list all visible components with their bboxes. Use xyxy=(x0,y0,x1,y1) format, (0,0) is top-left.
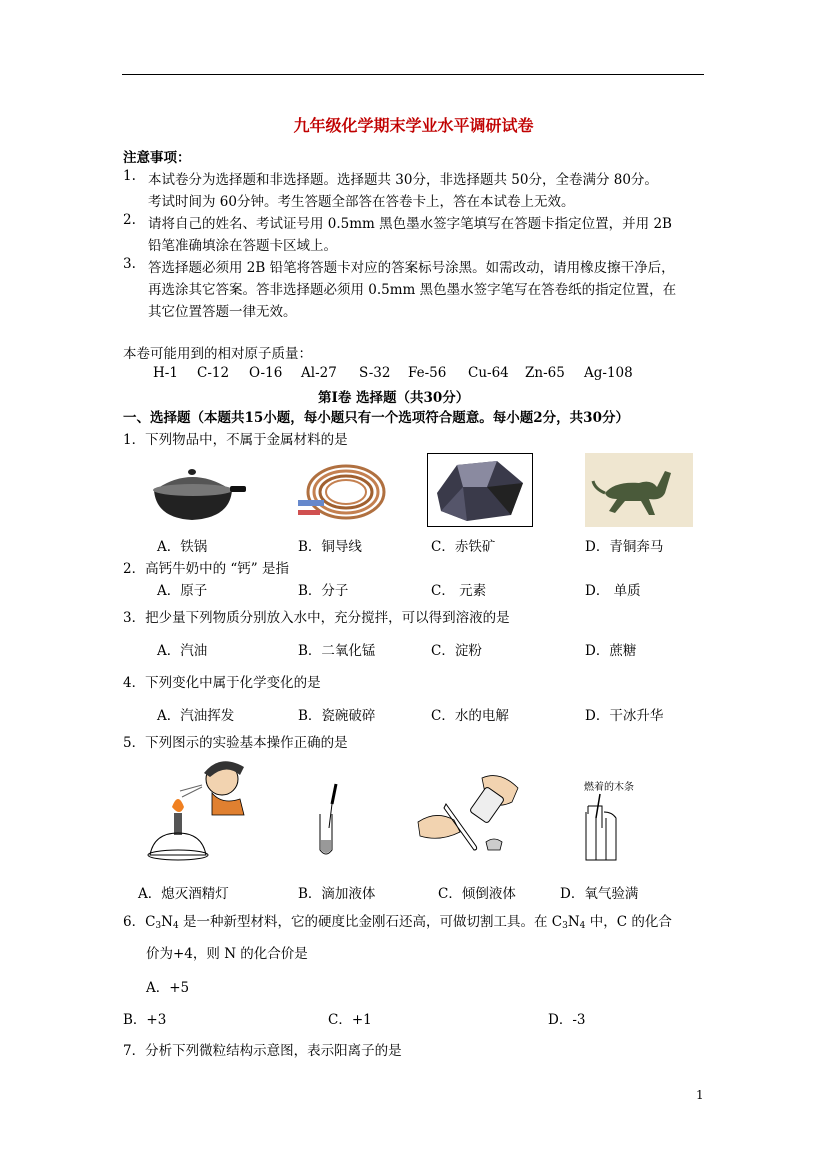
oxygen-full-test-image xyxy=(574,778,674,864)
option: A．汽油 xyxy=(157,643,208,659)
question-stem: 4．下列变化中属于化学变化的是 xyxy=(123,675,321,691)
atomic-mass-label: 本卷可能用到的相对原子质量： xyxy=(123,346,312,362)
question-stem: 3．把少量下列物质分别放入水中，充分搅拌，可以得到溶液的是 xyxy=(123,610,510,626)
dropper-test-tube-image xyxy=(312,782,352,858)
option: B．铜导线 xyxy=(298,539,362,555)
atomic-mass: S-32 xyxy=(359,365,391,381)
atomic-mass: Al-27 xyxy=(301,365,337,381)
option: A．汽油挥发 xyxy=(157,708,235,724)
question-stem: 5．下列图示的实验基本操作正确的是 xyxy=(123,735,348,751)
option: D．-3 xyxy=(548,1012,586,1028)
section-title: 第Ⅰ卷 选择题（共30分） xyxy=(318,390,470,406)
notice-item-number: 3. xyxy=(123,256,136,272)
option: D． 单质 xyxy=(585,583,641,599)
option: A．原子 xyxy=(157,583,208,599)
option: C．水的电解 xyxy=(431,708,509,724)
question-stem-line: 价为+4，则 N 的化合价是 xyxy=(146,946,308,962)
notice-heading: 注意事项： xyxy=(123,150,191,166)
option: C．赤铁矿 xyxy=(431,539,496,555)
header-rule xyxy=(122,74,704,75)
atomic-mass: Zn-65 xyxy=(525,365,565,381)
option: C．+1 xyxy=(328,1012,372,1028)
notice-item-number: 2. xyxy=(123,212,136,228)
option: C．淀粉 xyxy=(431,643,482,659)
notice-item-line: 答选择题必须用 2B 铅笔将答题卡对应的答案标号涂黑。如需改动，请用橡皮擦干净后， xyxy=(148,260,675,276)
question-stem: 1．下列物品中，不属于金属材料的是 xyxy=(123,432,348,448)
figure-label-burning-stick: 燃着的木条 xyxy=(584,782,634,793)
atomic-mass: H-1 xyxy=(153,365,178,381)
extinguish-alcohol-lamp-image xyxy=(140,755,248,867)
atomic-mass: Cu-64 xyxy=(468,365,509,381)
notice-item-line: 铅笔准确填涂在答题卡区域上。 xyxy=(148,238,337,254)
page-title: 九年级化学期末学业水平调研试卷 xyxy=(293,116,534,135)
pour-liquid-image xyxy=(416,770,526,862)
option: D．氧气验满 xyxy=(560,886,639,902)
question-stem: 7．分析下列微粒结构示意图，表示阳离子的是 xyxy=(123,1043,402,1059)
option: B．分子 xyxy=(298,583,349,599)
option: C．倾倒液体 xyxy=(438,886,516,902)
copper-wire-image xyxy=(296,458,392,526)
option: B．滴加液体 xyxy=(298,886,376,902)
notice-item-number: 1. xyxy=(123,168,136,184)
option: A．熄灭酒精灯 xyxy=(138,886,229,902)
option: D．蔗糖 xyxy=(585,643,637,659)
notice-item-line: 其它位置答题一律无效。 xyxy=(148,304,297,320)
part-title: 一、选择题（本题共15小题，每小题只有一个选项符合题意。每小题2分，共30分） xyxy=(123,410,629,426)
page-number: 1 xyxy=(696,1088,704,1102)
atomic-mass: C-12 xyxy=(197,365,230,381)
atomic-mass: Ag-108 xyxy=(584,365,633,381)
notice-item-line: 考试时间为 60分钟。考生答题全部答在答卷卡上，答在本试卷上无效。 xyxy=(148,194,575,210)
notice-item-line: 再选涂其它答案。答非选择题必须用 0.5mm 黑色墨水签字笔写在答卷纸的指定位置，在 xyxy=(148,282,677,298)
hematite-image xyxy=(427,453,533,527)
atomic-mass: Fe-56 xyxy=(408,365,447,381)
atomic-mass: O-16 xyxy=(249,365,283,381)
option: A．铁锅 xyxy=(157,539,208,555)
option: B．+3 xyxy=(123,1012,167,1028)
question-stem: 2．高钙牛奶中的 “钙” 是指 xyxy=(123,561,289,577)
option: A．+5 xyxy=(146,980,190,996)
bronze-horse-image xyxy=(585,453,693,527)
iron-wok-image xyxy=(150,462,246,526)
option: D．青铜奔马 xyxy=(585,539,664,555)
option: B．瓷碗破碎 xyxy=(298,708,376,724)
notice-item-line: 本试卷分为选择题和非选择题。选择题共 30分，非选择题共 50分，全卷满分 80分。 xyxy=(148,172,658,188)
option: D．干冰升华 xyxy=(585,708,664,724)
option: C． 元素 xyxy=(431,583,487,599)
question-stem: 6．$C_3N_4$ 是一种新型材料，它的硬度比金刚石还高，可做切割工具。在 $C_3N_4$ 中，C 的化合 xyxy=(123,914,672,931)
option: B．二氧化锰 xyxy=(298,643,376,659)
notice-item-line: 请将自己的姓名、考试证号用 0.5mm 黑色墨水签字笔填写在答题卡指定位置，并用 2B xyxy=(148,216,672,232)
